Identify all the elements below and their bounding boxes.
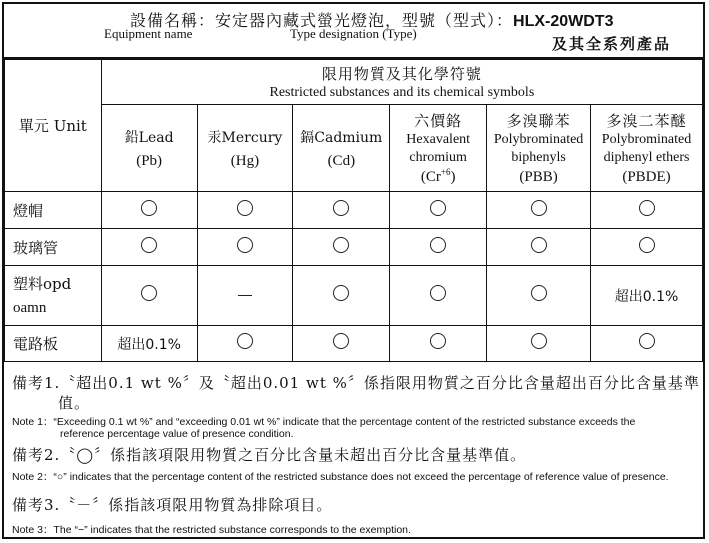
circle-mark [333, 285, 349, 301]
col-pbb [487, 105, 591, 192]
table-row [5, 229, 703, 266]
circle-mark [531, 333, 547, 349]
substance-table [4, 59, 703, 362]
unit-header: 單元 Unit [5, 60, 102, 192]
circle-mark [430, 285, 446, 301]
restricted-header-en: Restricted substances and its chemical symbols [269, 84, 535, 100]
header [4, 4, 703, 59]
circle-mark [141, 237, 157, 253]
note2-en: Note 2：“○” indicates that the percentage content of the restricted substance does not exceed the percentage of reference value of presence. [12, 471, 669, 483]
equipment-label-en: Equipment name [104, 26, 193, 41]
note1-cn-line2: 值。 [58, 394, 91, 412]
col-pbb-symbol: (PBB) [519, 169, 558, 185]
row-unit-glass-tube: 玻璃管 [5, 229, 102, 266]
col-lead-symbol: (Pb) [136, 152, 163, 169]
row-unit-plastic-line2: oamn [13, 299, 47, 316]
col-pbde-name-en1: Polybrominated [601, 132, 692, 147]
table-row [5, 326, 703, 362]
col-mercury [197, 105, 293, 192]
col-cr-symbol [390, 167, 486, 186]
col-cr-name-cn: 六價鉻 [414, 112, 463, 130]
col-pbde-name-en2: diphenyl ethers [603, 150, 690, 165]
circle-mark [430, 333, 446, 349]
col-cadmium [293, 105, 390, 192]
col-lead [101, 105, 197, 192]
circle-mark [333, 200, 349, 216]
circle-mark [237, 333, 253, 349]
note1-en-line2: reference percentage value of presence condition. [60, 428, 294, 440]
col-pbb-name-en2: biphenyls [511, 150, 566, 165]
restricted-header-cn: 限用物質及其化學符號 [321, 64, 482, 83]
circle-mark [531, 200, 547, 216]
model-number: HLX-20WDT3 [513, 13, 614, 30]
circle-mark [639, 237, 655, 253]
col-hexavalent-chromium [390, 105, 487, 192]
col-cr-symbol-sup: +6 [440, 167, 451, 177]
col-pbb-name-cn: 多溴聯苯 [506, 112, 571, 130]
col-pbde-symbol: (PBDE) [622, 169, 671, 185]
exceeds-value: 超出0.1% [101, 326, 197, 362]
dash-mark [238, 295, 252, 296]
table-row [5, 266, 703, 326]
circle-mark [639, 333, 655, 349]
note3-en: Note 3：The “−” indicates that the restricted substance corresponds to the exemption. [12, 524, 411, 536]
col-lead-name: 鉛Lead [124, 129, 174, 146]
col-pbde-name-cn: 多溴二苯醚 [606, 112, 687, 130]
row-unit-circuit-board: 電路板 [5, 326, 102, 362]
equipment-label-cn: 設備名稱：安定器內藏式螢光燈泡，型號（型式）： [130, 11, 514, 30]
note3-cn: 備考3.〝－〞係指該項限用物質為排除項目。 [12, 496, 333, 514]
col-cr-name-en2: chromium [409, 150, 467, 165]
circle-mark [430, 237, 446, 253]
col-pbb-name-en1: Polybrominated [493, 132, 584, 147]
col-cadmium-name: 鎘Cadmium [300, 129, 383, 146]
row-unit-lamp-cap: 燈帽 [5, 192, 102, 229]
restricted-header [101, 60, 702, 105]
rohs-declaration [2, 2, 705, 539]
circle-mark [141, 200, 157, 216]
row-unit-plastic [5, 266, 102, 326]
circle-mark [531, 237, 547, 253]
col-cr-symbol-base: (Cr [420, 169, 441, 185]
note1-cn-line1: 備考1.〝超出0.1 wt %〞及〝超出0.01 wt %〞係指限用物質之百分比含量超出百分比含量基準 [12, 374, 700, 392]
table-row [5, 192, 703, 229]
row-unit-plastic-line1: 塑料opd [13, 274, 72, 293]
col-cr-name-en1: Hexavalent [406, 132, 471, 147]
type-label-en: Type designation (Type) [290, 26, 417, 41]
col-mercury-symbol: (Hg) [230, 152, 260, 169]
note2-cn: 備考2.〝◯〞係指該項限用物質之百分比含量未超出百分比含量基準值。 [12, 446, 527, 464]
circle-mark [430, 200, 446, 216]
series-label: 及其全系列產品 [552, 35, 672, 53]
circle-mark [639, 200, 655, 216]
col-pbde [591, 105, 703, 192]
circle-mark [237, 200, 253, 216]
note1-en-line1: Note 1：“Exceeding 0.1 wt %” and “exceeding 0.01 wt %” indicate that the percentage content of the restricted substance exceeds the [12, 416, 636, 428]
exceeds-value: 超出0.1% [591, 266, 703, 326]
circle-mark [237, 237, 253, 253]
col-mercury-name: 汞Mercury [207, 129, 283, 146]
col-cadmium-symbol: (Cd) [327, 152, 356, 169]
col-cr-symbol-end: ) [450, 169, 456, 185]
circle-mark [141, 285, 157, 301]
circle-mark [333, 333, 349, 349]
circle-mark [531, 285, 547, 301]
circle-mark [333, 237, 349, 253]
